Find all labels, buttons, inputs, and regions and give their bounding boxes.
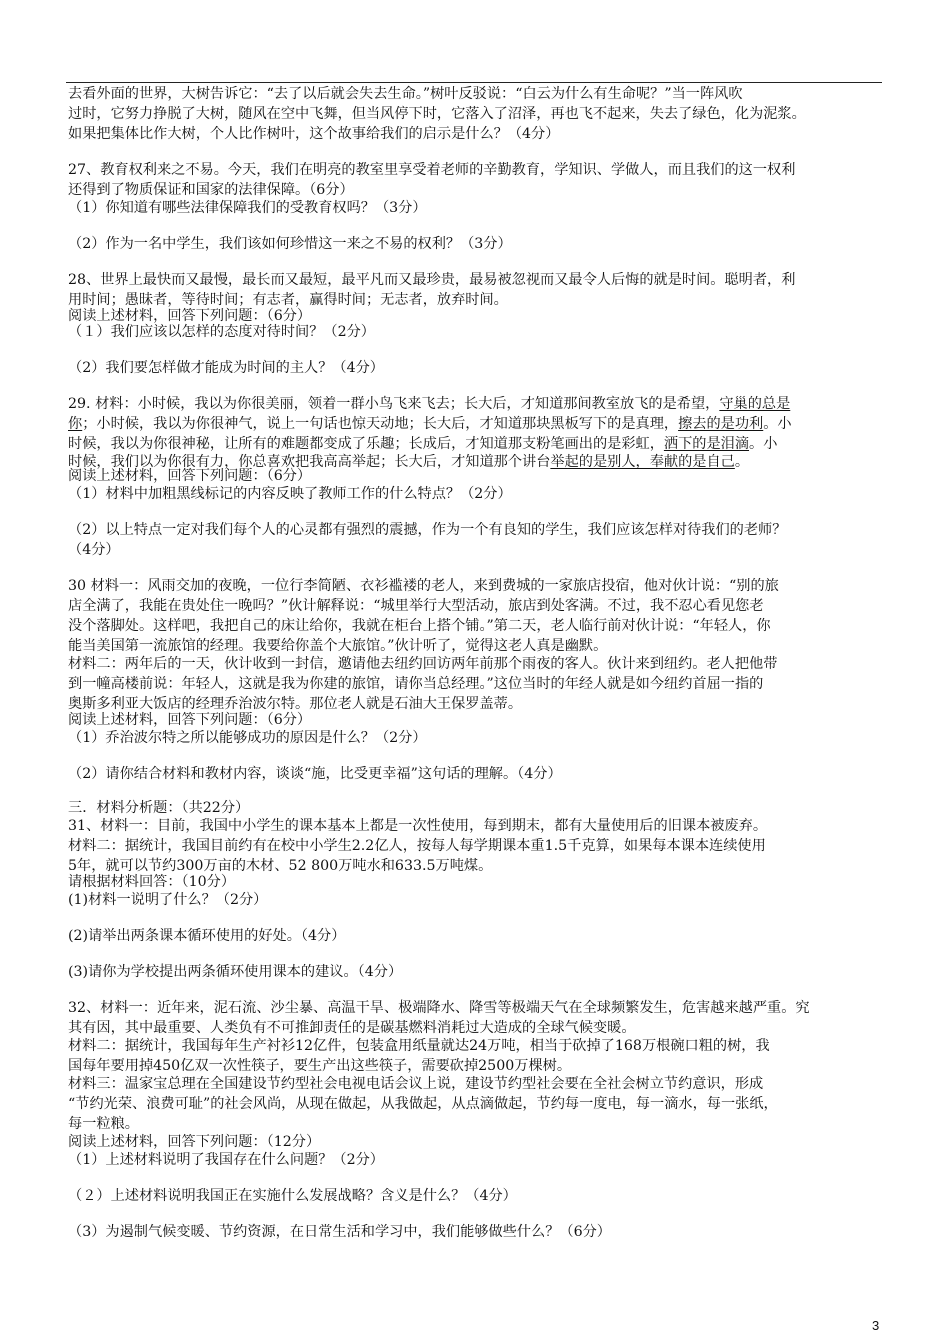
q31-line-1: 31、材料一：目前，我国中小学生的课本基本上都是一次性使用，每到期末，都有大量使用后的旧课本被废弃。 bbox=[68, 818, 768, 834]
q32-line-2: 其有因，其中最重要、人类负有不可推卸责任的是碳基燃料消耗过大造成的全球气候变暖。 bbox=[68, 1020, 636, 1036]
q26-line-2: 过时，它努力挣脱了大树，随风在空中飞舞，但当风停下时，它落入了沼泽，再也飞不起来，失去了绿色，化为泥浆。 bbox=[68, 106, 806, 122]
q32-line-1: 32、材料一：近年来，泥石流、沙尘暴、高温干旱、极端降水、降雪等极端天气在全球频繁发生，危害越来越严重。究 bbox=[68, 1000, 810, 1016]
q32-sub-2: （２）上述材料说明我国正在实施什么发展战略？含义是什么？（4分） bbox=[68, 1188, 517, 1204]
q29-line-2 bbox=[68, 414, 792, 434]
q31-read: 请根据材料回答：（10分） bbox=[68, 874, 236, 890]
q32-sub-1: （1）上述材料说明了我国存在什么问题？（2分） bbox=[68, 1152, 384, 1168]
q30-line-5: 材料二：两年后的一天，伙计收到一封信，邀请他去纽约回访两年前那个雨夜的客人。伙计来到纽约。老人把他带 bbox=[68, 656, 778, 672]
header-rule bbox=[66, 82, 882, 83]
q28-sub-2: （2）我们要怎样做才能成为时间的主人？（4分） bbox=[68, 360, 384, 376]
q30-line-3: 没个落脚处。这样吧，我把自己的床让给你，我就在柜台上搭个铺。”第二天，老人临行前对伙计说：“年轻人，你 bbox=[68, 618, 771, 634]
q28-read: 阅读上述材料，回答下列问题：（6分） bbox=[68, 308, 312, 324]
q32-read: 阅读上述材料，回答下列问题：（12分） bbox=[68, 1134, 321, 1150]
q28-sub-1: （１）我们应该以怎样的态度对待时间？（2分） bbox=[68, 324, 375, 340]
q32-line-4: 国每年要用掉450亿双一次性筷子，要生产出这些筷子，需要砍掉2500万棵树。 bbox=[68, 1058, 572, 1074]
q29-line-3 bbox=[68, 434, 777, 454]
q31-sub-3: (3)请你为学校提出两条循环使用课本的建议。（4分） bbox=[68, 964, 403, 980]
q30-read: 阅读上述材料，回答下列问题：（6分） bbox=[68, 712, 312, 728]
q32-line-3: 材料二：据统计，我国每年生产衬衫12亿件，包装盒用纸量就达24万吨，相当于砍掉了168万根碗口粗的树，我 bbox=[68, 1038, 770, 1054]
q29-underlined: 守巢的总是 bbox=[719, 396, 791, 412]
q29-text: 。小 bbox=[763, 416, 792, 432]
q30-line-1: 30 材料一：风雨交加的夜晚，一位行李简陋、衣衫褴褛的老人，来到费城的一家旅店投宿，他对伙计说：“别的旅 bbox=[68, 578, 779, 594]
q30-line-4: 能当美国第一流旅馆的经理。我要给你盖个大旅馆。”伙计听了，觉得这老人真是幽默。 bbox=[68, 638, 608, 654]
q29-sub-2b: （4分） bbox=[68, 542, 120, 558]
q31-line-2: 材料二：据统计，我国目前约有在校中小学生2.2亿人，按每人每学期课本重1.5千克算，如果每本课本连续使用 bbox=[68, 838, 766, 854]
q29-text: 时候，我们以为你很有力，你总喜欢把我高高举起；长大后，才知道那个讲台 bbox=[68, 454, 551, 470]
q31-line-3: 5年，就可以节约300万亩的木材、52 800万吨水和633.5万吨煤。 bbox=[68, 858, 493, 874]
q29-read: 阅读上述材料，回答下列问题：（6分） bbox=[68, 468, 312, 484]
q29-line-1 bbox=[68, 394, 790, 414]
q32-line-7: 每一粒粮。 bbox=[68, 1116, 139, 1132]
q29-underlined: 擦去的是功利 bbox=[678, 416, 764, 432]
page-number: 3 bbox=[872, 1318, 880, 1333]
q29-sub-1: （1）材料中加粗黑线标记的内容反映了教师工作的什么特点？（2分） bbox=[68, 486, 512, 502]
section-3-heading: 三．材料分析题：（共22分） bbox=[68, 800, 250, 816]
q30-sub-2: （2）请你结合材料和教材内容，谈谈“施，比受更幸福”这句话的理解。（4分） bbox=[68, 766, 562, 782]
q32-line-6: “节约光荣、浪费可耻”的社会风尚，从现在做起，从我做起，从点滴做起，节约每一度电，每一滴水，每一张纸， bbox=[68, 1096, 778, 1112]
q32-line-5: 材料三：温家宝总理在全国建设节约型社会电视电话会议上说，建设节约型社会要在全社会树立节约意识，形成 bbox=[68, 1076, 764, 1092]
q29-text: ；小时候，我以为你很神气，说上一句话也惊天动地；长大后，才知道那块黑板写下的是真理， bbox=[82, 416, 679, 432]
q31-sub-2: (2)请举出两条课本循环使用的好处。（4分） bbox=[68, 928, 346, 944]
q28-stem-1: 28、世界上最快而又最慢，最长而又最短，最平凡而又最珍贵，最易被忽视而又最令人后悔的就是时间。聪明者，利 bbox=[68, 272, 796, 288]
q27-stem-1: 27、教育权利来之不易。今天，我们在明亮的教室里享受着老师的辛勤教育，学知识、学做人，而且我们的这一权利 bbox=[68, 162, 796, 178]
q26-question: 如果把集体比作大树，个人比作树叶，这个故事给我们的启示是什么？（4分） bbox=[68, 126, 560, 142]
q29-underlined: 你 bbox=[68, 416, 83, 432]
q29-sub-2a: （2）以上特点一定对我们每个人的心灵都有强烈的震撼，作为一个有良知的学生，我们应该怎样对待我们的老师？ bbox=[68, 522, 787, 538]
q29-text: 。 bbox=[734, 454, 750, 470]
q27-sub-1: （1）你知道有哪些法律保障我们的受教育权吗？（3分） bbox=[68, 200, 427, 216]
q27-sub-2: （2）作为一名中学生，我们该如何珍惜这一来之不易的权利？（3分） bbox=[68, 236, 512, 252]
q30-line-6: 到一幢高楼前说：年轻人，这就是我为你建的旅馆，请你当总经理。”这位当时的年经人就是如今纽约首屈一指的 bbox=[68, 676, 764, 692]
q29-underlined: 举起的是别人，奉献的是自己 bbox=[550, 454, 735, 470]
q31-sub-1: (1)材料一说明了什么？（2分） bbox=[68, 892, 268, 908]
q30-line-7: 奥斯多利亚大饭店的经理乔治波尔特。那位老人就是石油大王保罗盖蒂。 bbox=[68, 696, 523, 712]
q29-underlined: 洒下的是泪滴 bbox=[663, 436, 750, 452]
q32-sub-3: （3）为遏制气候变暖、节约资源，在日常生活和学习中，我们能够做些什么？（6分） bbox=[68, 1224, 611, 1240]
q30-sub-1: （1）乔治波尔特之所以能够成功的原因是什么？（2分） bbox=[68, 730, 427, 746]
q29-text: 29. 材料：小时候，我以为你很美丽，领着一群小鸟飞来飞去；长大后，才知道那间教室放飞的是希望， bbox=[68, 396, 720, 412]
q28-stem-2: 用时间；愚昧者，等待时间；有志者，赢得时间；无志者，放弃时间。 bbox=[68, 292, 508, 308]
q26-line-1: 去看外面的世界，大树告诉它：“去了以后就会失去生命。”树叶反驳说：“白云为什么有生命呢？”当一阵风吹 bbox=[68, 86, 743, 102]
q30-line-2: 店全满了，我能在贵处住一晚吗？”伙计解释说：“城里举行大型活动，旅店到处客满。不过，我不忍心看见您老 bbox=[68, 598, 764, 614]
q27-stem-2: 还得到了物质保证和国家的法律保障。（6分） bbox=[68, 182, 354, 198]
q29-text: 。小 bbox=[749, 436, 778, 452]
q29-text: 时候，我以为你很神秘，让所有的难题都变成了乐趣；长成后，才知道那支粉笔画出的是彩虹， bbox=[68, 436, 664, 452]
